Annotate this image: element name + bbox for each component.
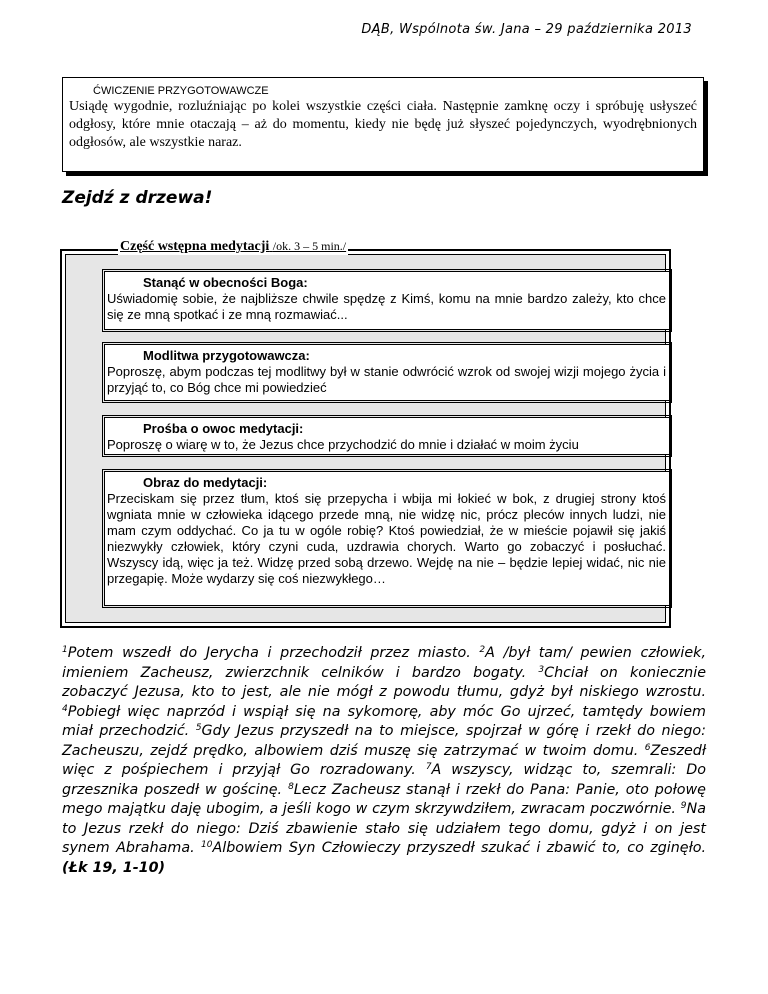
section-body: Poproszę, abym podczas tej modlitwy był w stanie odwrócić wzrok od swojej wizji mojego życia i przyjąć to, co Bóg chce mi powiedzieć: [107, 364, 666, 395]
section-title: Obraz do medytacji:: [143, 475, 268, 490]
page-header: DĄB, Wspólnota św. Jana – 29 października 2013: [361, 22, 692, 37]
verse-number: 10: [201, 840, 213, 850]
preparation-title: ĆWICZENIE PRZYGOTOWAWCZE: [93, 85, 269, 97]
preparation-body: Usiądę wygodnie, rozluźniając po kolei wszystkie części ciała. Następnie zamknę oczy i spróbuję usłyszeć odgłosy, które mnie otaczają – aż do momentu, kiedy nie będę już słyszeć pojedynczych, wyodrębnionych odgłosów, ale wszystkie naraz.: [69, 99, 697, 150]
verse-text: A wszyscy, widząc to, szemrali: Do grzesznika poszedł w gościnę.: [62, 762, 706, 798]
section-body: Uświadomię sobie, że najbliższe chwile spędzę z Kimś, komu na mnie bardzo zależy, kto chce się ze mną spotkać i ze mną rozmawiać...: [107, 291, 666, 322]
part-title: Część wstępna medytacji: [120, 239, 270, 254]
verse-text: Chciał on koniecznie zobaczyć Jezusa, kto to jest, ale nie mógł z powodu tłumu, gdyż był niskiego wzrostu.: [62, 664, 706, 700]
meditation-heading: Zejdź z drzewa!: [62, 188, 213, 208]
verse-number: 1: [62, 645, 68, 655]
section-request: [104, 417, 670, 455]
verse-number: 7: [425, 762, 432, 772]
preparation-box: [62, 77, 704, 172]
section-title: Stanąć w obecności Boga:: [143, 275, 308, 290]
verse-text: A /był tam/ pewien człowiek, imieniem Zacheusz, zwierzchnik celników i bardzo bogaty.: [62, 645, 706, 681]
verse-number: 8: [288, 781, 294, 792]
section-body: Przeciskam się przez tłum, ktoś się przepycha i wbija mi łokieć w bok, z drugiej strony ktoś wgniata mnie w człowieka idącego przede mną, nie widzę nic, prócz pleców innych ludzi, nie mam czym oddychać. Co ja tu w ogóle robię? Ktoś powiedział, że w mieście pojawił się jakiś niezwykły człowiek, który czyni cuda, uzdrawia chorych. Warto go zobaczyć i posłuchać. Wszyscy idą, więc ja też. Widzę przed sobą drzewo. Wejdę na nie – będzie lepiej widać, nic nie przegapię. Może wydarzy się coś niezwykłego…: [107, 491, 666, 586]
verse-number: 2: [479, 645, 486, 655]
scripture-passage: [62, 644, 706, 878]
section-presence: [104, 271, 670, 330]
scripture-reference: (Łk 19, 1-10): [62, 859, 166, 876]
section-image: [104, 471, 670, 606]
verse-text: Pobiegł więc naprzód i wspiął się na sykomorę, aby móc Go ujrzeć, tamtędy bowiem miał przechodzić.: [62, 703, 706, 739]
verse-number: 9: [680, 801, 687, 811]
verse-text: Na to Jezus rzekł do niego: Dziś zbawienie stało się udziałem tego domu, gdyż i on jest synem Abrahama.: [62, 801, 706, 856]
verse-text: Zeszedł więc z pośpiechem i przyjął Go rozradowany.: [62, 742, 706, 778]
section-title: Modlitwa przygotowawcza:: [143, 348, 310, 363]
verse-number: 6: [644, 742, 651, 753]
intro-panel: [65, 254, 666, 623]
verse-number: 5: [195, 723, 202, 733]
verse-text: Gdy Jezus przyszedł na to miejsce, spojrzał w górę i rzekł do niego: Zacheuszu, zejdź prędko, albowiem dziś muszę się zatrzymać w twoim domu.: [62, 723, 706, 759]
verse-text: Potem wszedł do Jerycha i przechodził przez miasto.: [67, 645, 480, 661]
section-title: Prośba o owoc medytacji:: [143, 421, 304, 436]
section-prayer: [104, 344, 670, 401]
part-label: [118, 239, 348, 255]
verse-number: 3: [538, 664, 545, 675]
verse-text: Lecz Zacheusz stanął i rzekł do Pana: Panie, oto połowę mego majątku daję ubogim, a jeśli kogo w czym skrzywdziłem, zwracam poczwórnie.: [62, 781, 706, 817]
verse-number: 4: [62, 703, 68, 714]
intro-frame: [60, 249, 671, 628]
verse-text: Albowiem Syn Człowieczy przyszedł szukać i zbawić to, co zginęło.: [212, 840, 706, 856]
part-duration: /ok. 3 – 5 min./: [272, 239, 347, 253]
section-body: Poproszę o wiarę w to, że Jezus chce przychodzić do mnie i działać w moim życiu: [107, 437, 579, 452]
